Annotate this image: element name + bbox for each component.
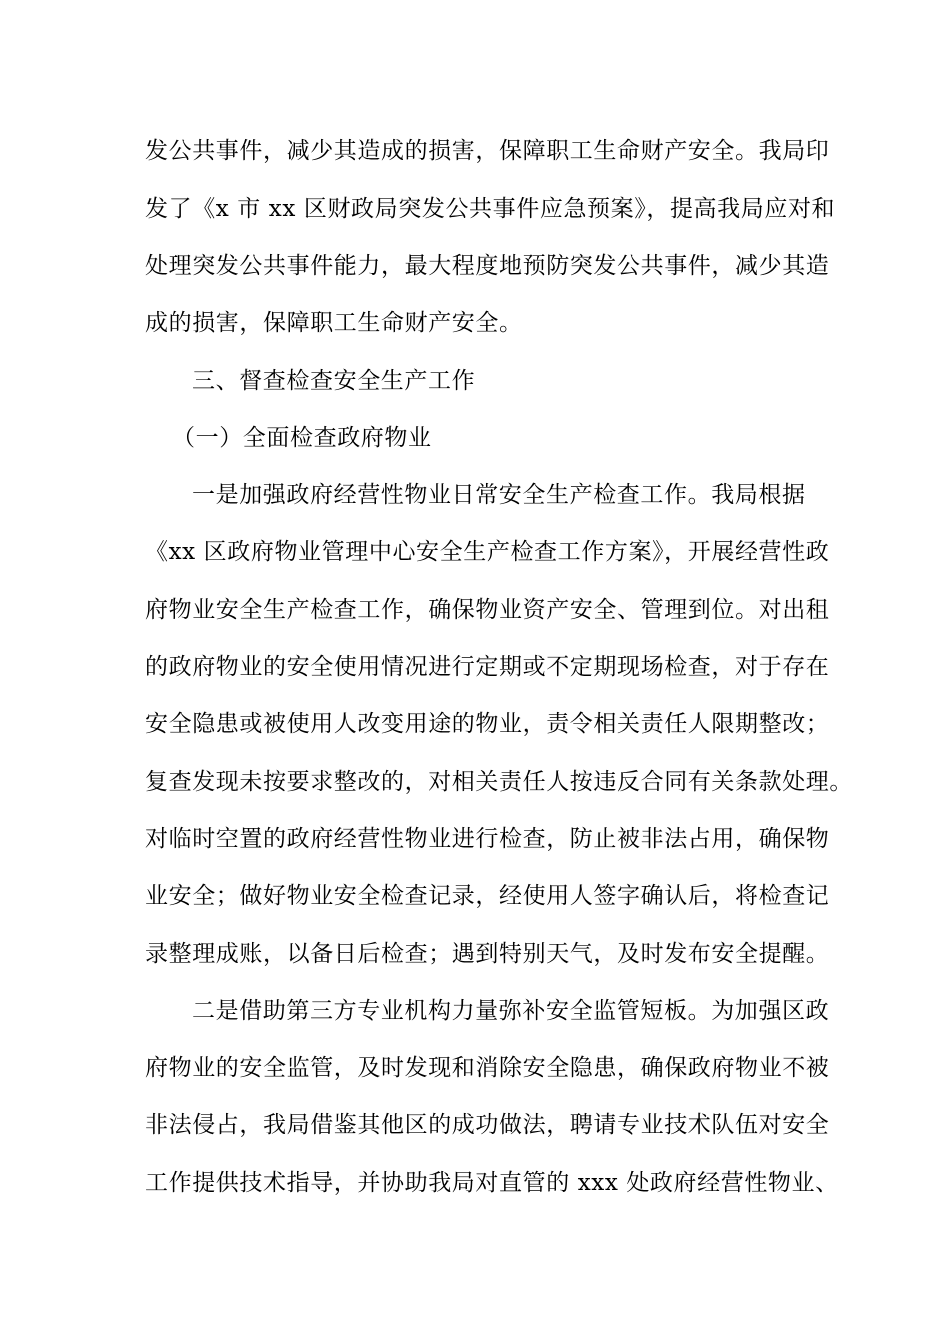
body-line: 的政府物业的安全使用情况进行定期或不定期现场检查，对于存在 bbox=[145, 654, 830, 680]
body-line: 复查发现未按要求整改的，对相关责任人按违反合同有关条款处理。 bbox=[145, 769, 853, 795]
body-line: 发了《x 市 xx 区财政局突发公共事件应急预案》，提高我局应对和 bbox=[145, 196, 836, 222]
body-line: 府物业的安全监管，及时发现和消除安全隐患，确保政府物业不被 bbox=[145, 1055, 830, 1081]
body-line: 发公共事件，减少其造成的损害，保障职工生命财产安全。我局印 bbox=[145, 138, 830, 164]
body-line: 一是加强政府经营性物业日常安全生产检查工作。我局根据 bbox=[192, 482, 806, 508]
body-line: 对临时空置的政府经营性物业进行检查，防止被非法占用，确保物 bbox=[145, 826, 830, 852]
body-line: 非法侵占，我局借鉴其他区的成功做法，聘请专业技术队伍对安全 bbox=[145, 1112, 830, 1138]
body-line: 工作提供技术指导，并协助我局对直管的 xxx 处政府经营性物业、 bbox=[145, 1170, 839, 1196]
body-line: 录整理成账，以备日后检查；遇到特别天气，及时发布安全提醒。 bbox=[145, 941, 830, 967]
body-line: 二是借助第三方专业机构力量弥补安全监管短板。为加强区政 bbox=[192, 998, 830, 1024]
section-heading: 三、督查检查安全生产工作 bbox=[192, 368, 476, 394]
body-line: 处理突发公共事件能力，最大程度地预防突发公共事件，减少其造 bbox=[145, 253, 830, 279]
body-line: 业安全；做好物业安全检查记录，经使用人签字确认后，将检查记 bbox=[145, 883, 830, 909]
body-line: 府物业安全生产检查工作，确保物业资产安全、管理到位。对出租 bbox=[145, 597, 830, 623]
body-line: 《xx 区政府物业管理中心安全生产检查工作方案》，开展经营性政 bbox=[145, 539, 830, 565]
body-line: 安全隐患或被使用人改变用途的物业，责令相关责任人限期整改； bbox=[145, 711, 830, 737]
subsection-heading: （一）全面检查政府物业 bbox=[172, 425, 432, 451]
body-line: 成的损害，保障职工生命财产安全。 bbox=[145, 310, 523, 336]
